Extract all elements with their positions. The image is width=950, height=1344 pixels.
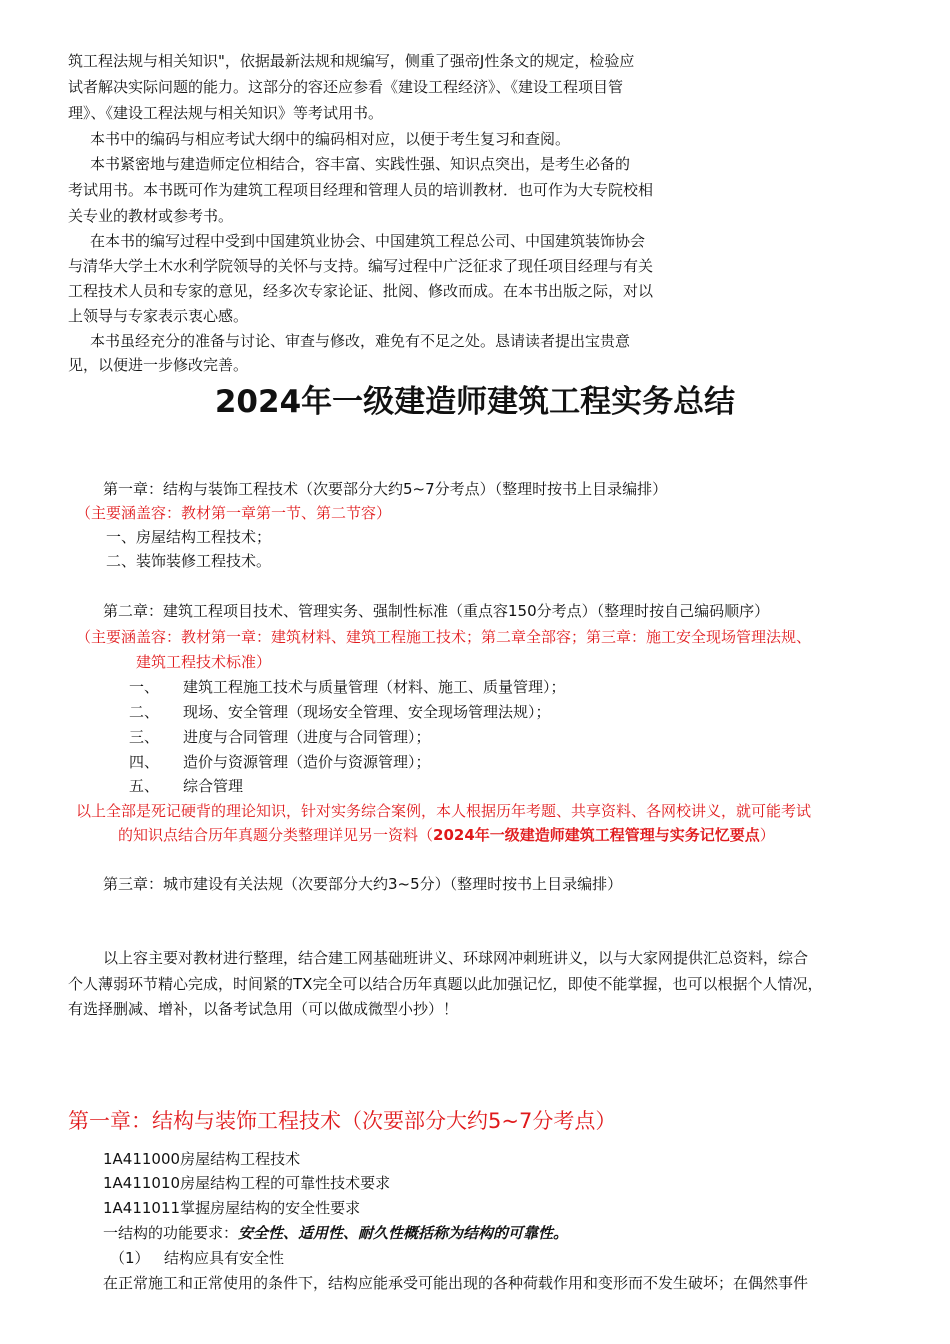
chapter1-item: 一、房屋结构工程技术； xyxy=(106,528,272,546)
intro-line: 关专业的教材或参考书。 xyxy=(68,207,234,225)
summary-line: 以上容主要对教材进行整理，结合建工网基础班讲义、环球网冲刺班讲义，以与大家网提供汇总资料，综合 xyxy=(103,949,809,967)
page-title: 2024年一级建造师建筑工程实务总结 xyxy=(214,384,736,420)
intro-line: 与清华大学土木水利学院领导的关怀与支持。编写过程中广泛征求了现任项目经理与有关 xyxy=(68,257,654,275)
chapter1-scope: （主要涵盖容：教材第一章第一节、第二节容） xyxy=(76,504,392,522)
intro-line: 上领导与专家表示衷心感。 xyxy=(68,307,249,325)
intro-line: 工程技术人员和专家的意见，经多次专家论证、批阅、修改而成。在本书出版之际，对以 xyxy=(68,282,654,300)
intro-line: 本书中的编码与相应考试大纲中的编码相对应，以便于考生复习和查阅。 xyxy=(90,130,571,148)
chapter3-heading: 第三章：城市建设有关法规（次要部分大约3~5分）（整理时按书上目录编排） xyxy=(103,875,623,893)
intro-line: 理》、《建设工程法规与相关知识》等考试用书。 xyxy=(68,104,384,122)
intro-line: 考试用书。本书既可作为建筑工程项目经理和管理人员的培训教材．也可作为大专院校相 xyxy=(68,181,654,199)
intro-line: 本书虽经充分的准备与讨论、审查与修改，难免有不足之处。恳请读者提出宝贵意 xyxy=(90,332,631,350)
chapter2-scope: （主要涵盖容：教材第一章：建筑材料、建筑工程施工技术；第二章全部容；第三章：施工安全现场管理法规、 xyxy=(76,628,812,646)
chapter2-heading: 第二章：建筑工程项目技术、管理实务、强制性标准（重点容150分考点）（整理时按自己编码顺序） xyxy=(103,602,770,620)
chapter2-note: 的知识点结合历年真题分类整理详见另一资料（2024年一级建造师建筑工程管理与实务记忆要点） xyxy=(118,826,775,844)
summary-line: 个人薄弱环节精心完成，时间紧的TX完全可以结合历年真题以此加强记忆，即使不能掌握，也可以根据个人情况， xyxy=(68,975,823,993)
intro-line: 试者解决实际问题的能力。这部分的容还应参看《建设工程经济》、《建设工程项目管 xyxy=(68,78,624,96)
chapter2-scope: 建筑工程技术标准） xyxy=(136,653,272,671)
chapter1-heading: 第一章：结构与装饰工程技术（次要部分大约5~7分考点）（整理时按书上目录编排） xyxy=(103,480,668,498)
section-line: 1A411000房屋结构工程技术 xyxy=(103,1150,301,1168)
chapter2-item: 二、 现场、安全管理（现场安全管理、安全现场管理法规）； xyxy=(129,703,551,721)
chapter2-item: 四、 造价与资源管理（造价与资源管理）； xyxy=(129,753,431,771)
chapter2-note: 以上全部是死记硬背的理论知识，针对实务综合案例，本人根据历年考题、共享资料、各网校讲义，就可能考试 xyxy=(76,802,812,820)
intro-line: 在本书的编写过程中受到中国建筑业协会、中国建筑工程总公司、中国建筑装饰协会 xyxy=(90,232,646,250)
section-line: 1A411011掌握房屋结构的安全性要求 xyxy=(103,1199,361,1217)
subsection: （1） 结构应具有安全性 xyxy=(110,1249,285,1267)
function-requirement: 一结构的功能要求：安全性、适用性、耐久性概括称为结构的可靠性。 xyxy=(103,1224,569,1242)
section-heading: 第一章：结构与装饰工程技术（次要部分大约5~7分考点） xyxy=(68,1109,617,1133)
section-line: 在正常施工和正常使用的条件下，结构应能承受可能出现的各种荷载作用和变形而不发生破坏；在偶然事件 xyxy=(103,1274,809,1292)
chapter2-item: 三、 进度与合同管理（进度与合同管理）； xyxy=(129,728,431,746)
section-line: 1A411010房屋结构工程的可靠性技术要求 xyxy=(103,1174,391,1192)
intro-line: 筑工程法规与相关知识"，依据最新法规和规编写，侧重了强帝J性条文的规定，检验应 xyxy=(68,52,635,70)
intro-line: 本书紧密地与建造师定位相结合，容丰富、实践性强、知识点突出，是考生必备的 xyxy=(90,155,631,173)
summary-line: 有选择删减、增补，以备考试急用（可以做成微型小抄）！ xyxy=(68,1000,459,1018)
chapter2-item: 五、 综合管理 xyxy=(129,777,244,795)
chapter2-item: 一、 建筑工程施工技术与质量管理（材料、施工、质量管理）； xyxy=(129,678,566,696)
intro-line: 见，以便进一步修改完善。 xyxy=(68,356,249,374)
chapter1-item: 二、装饰装修工程技术。 xyxy=(106,552,272,570)
